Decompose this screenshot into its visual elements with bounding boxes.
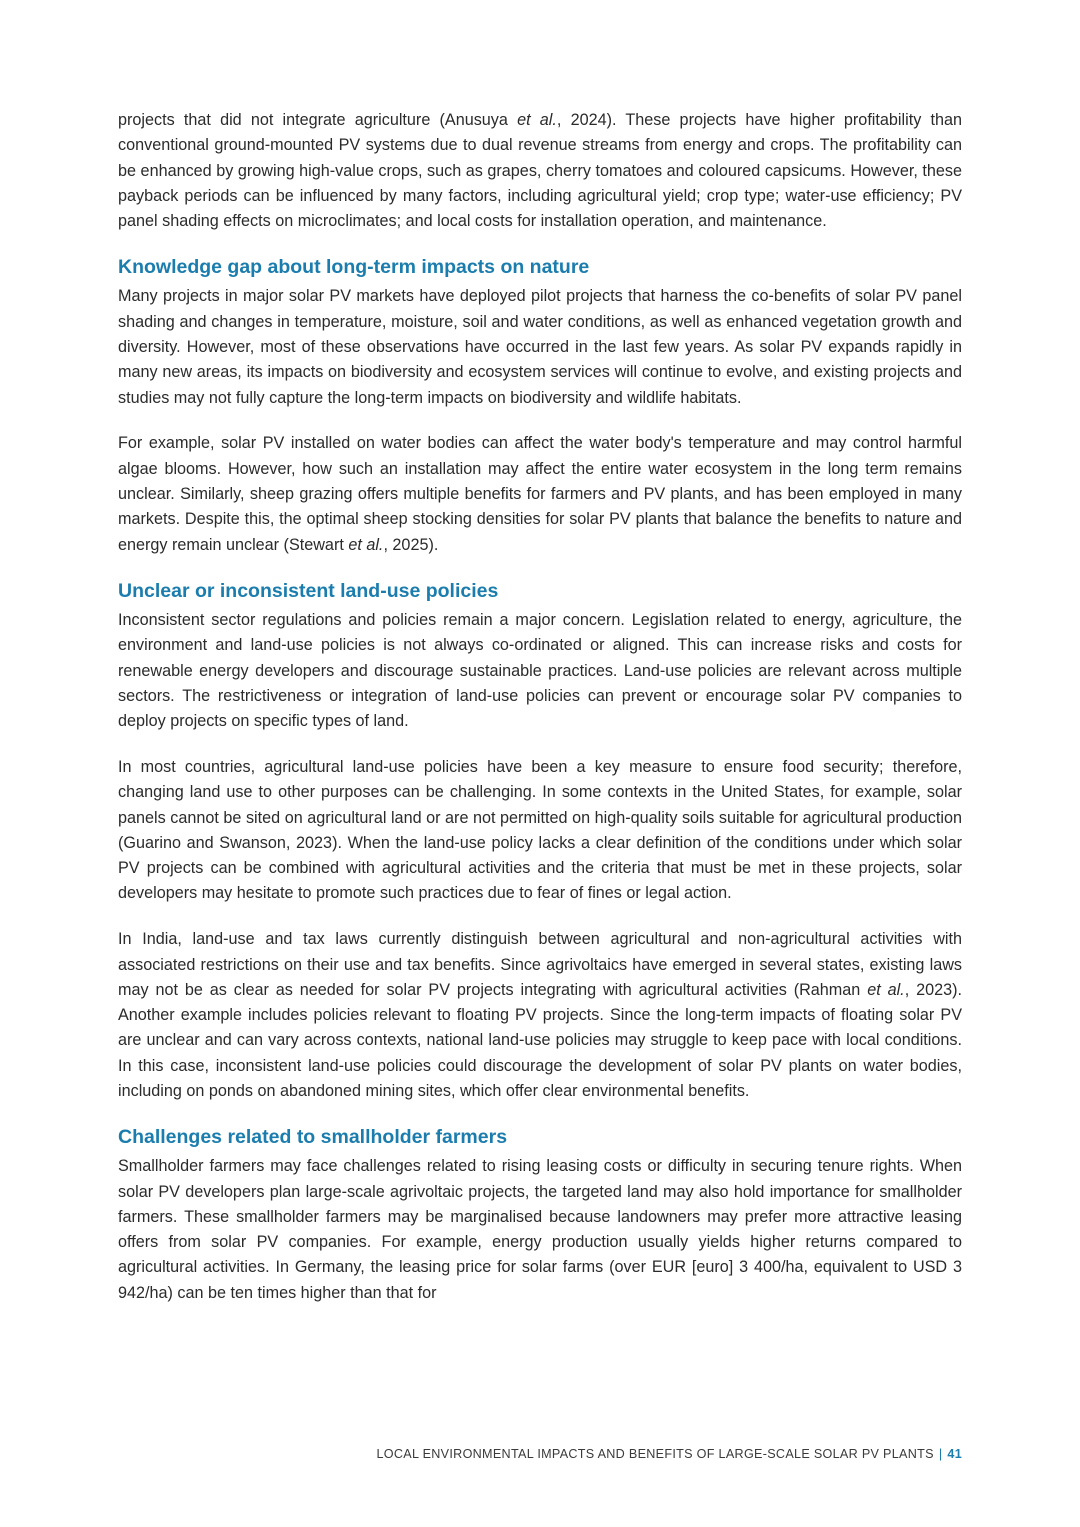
citation-italic: et al.: [348, 535, 384, 554]
text-run: , 2025).: [383, 535, 439, 554]
knowledge-gap-paragraph-1: Many projects in major solar PV markets have deployed pilot projects that harness the co-benefits of solar PV panel shading and changes in temperature, moisture, soil and water conditions, as well as enhanced vegetation growth and diversity. However, most of these observations have occurred in the last few years. As solar PV expands rapidly in many new areas, its impacts on biodiversity and ecosystem services will continue to evolve, and existing projects and studies may not fully capture the long-term impacts on biodiversity and wildlife habitats.: [118, 287, 962, 407]
text-run: In India, land-use and tax laws currently distinguish between agricultural and non-agricultural activities with associated restrictions on their use and tax benefits. Since agrivoltaics have emerged in several states, existing laws may not be as clear as needed for solar PV projects integrating with agricultural activities (Rahman: [118, 930, 962, 999]
citation-italic: et al.: [867, 980, 905, 999]
page-number: 41: [947, 1447, 962, 1461]
land-use-paragraph-3: [118, 927, 962, 1104]
land-use-paragraph-2: In most countries, agricultural land-use policies have been a key measure to ensure food security; therefore, changing land use to other purposes can be challenging. In some contexts in the United States, for example, solar panels cannot be sited on agricultural land or are not permitted on high-quality soils suitable for agricultural production (Guarino and Swanson, 2023). When the land-use policy lacks a clear definition of the conditions under which solar PV projects can be combined with agricultural activities and the criteria that must be met in these projects, solar developers may hesitate to promote such practices due to fear of fines or legal action.: [118, 757, 962, 903]
intro-paragraph: [118, 108, 962, 234]
running-title: LOCAL ENVIRONMENTAL IMPACTS AND BENEFITS OF LARGE-SCALE SOLAR PV PLANTS: [376, 1447, 934, 1461]
citation-italic: et al.: [517, 111, 557, 129]
knowledge-gap-paragraph-2: [118, 431, 962, 557]
page-content: [118, 108, 962, 1306]
section-heading-smallholder: Challenges related to smallholder farmers: [118, 1126, 508, 1149]
footer-separator: |: [938, 1447, 943, 1461]
page-footer: [376, 1447, 962, 1461]
text-run: For example, solar PV installed on water bodies can affect the water body's temperature and may control harmful algae blooms. However, how such an installation may affect the entire water ecosystem in the long term remains unclear. Similarly, sheep grazing offers multiple benefits for farmers and PV plants, and has been employed in many markets. Despite this, the optimal sheep stocking densities for solar PV plants that balance the benefits to nature and energy remain unclear (Stewart: [118, 434, 962, 554]
text-run: projects that did not integrate agriculture (Anusuya: [118, 111, 518, 129]
section-heading-knowledge-gap: Knowledge gap about long-term impacts on nature: [118, 256, 590, 279]
land-use-paragraph-1: Inconsistent sector regulations and policies remain a major concern. Legislation related to energy, agriculture, the environment and land-use policies is not always co-ordinated or aligned. This can increase risks and costs for renewable energy developers and discourage sustainable practices. Land-use policies are relevant across multiple sectors. The restrictiveness or integration of land-use policies can prevent or encourage solar PV companies to deploy projects on specific types of land.: [118, 610, 962, 731]
smallholder-paragraph-1: Smallholder farmers may face challenges related to rising leasing costs or difficulty in securing tenure rights. When solar PV developers plan large-scale agrivoltaic projects, the targeted land may also hold importance for smallholder farmers. These smallholder farmers may be marginalised because landowners may prefer more attractive leasing offers from solar PV companies. For example, energy production usually yields higher returns compared to agricultural activities. In Germany, the leasing price for solar farms (over EUR [euro] 3 400/ha, equivalent to USD 3 942/ha) can be ten times higher than that for: [118, 1157, 962, 1302]
text-run: , 2023). Another example includes policies relevant to floating PV projects. Since the long-term impacts of floating solar PV are unclear and can vary across contexts, national land-use policies may struggle to keep pace with local conditions. In this case, inconsistent land-use policies could discourage the development of solar PV plants on water bodies, including on ponds on abandoned mining sites, which offer clear environmental benefits.: [118, 980, 962, 1100]
section-heading-land-use: Unclear or inconsistent land-use policies: [118, 579, 499, 602]
text-run: , 2024). These projects have higher profitability than conventional ground-mounted PV systems due to dual revenue streams from energy and crops. The profitability can be enhanced by growing high-value crops, such as grapes, cherry tomatoes and coloured capsicums. However, these payback periods can be influenced by many factors, including agricultural yield; crop type; water-use efficiency; PV panel shading effects on microclimates; and local costs for installation operation, and maintenance.: [118, 111, 962, 231]
